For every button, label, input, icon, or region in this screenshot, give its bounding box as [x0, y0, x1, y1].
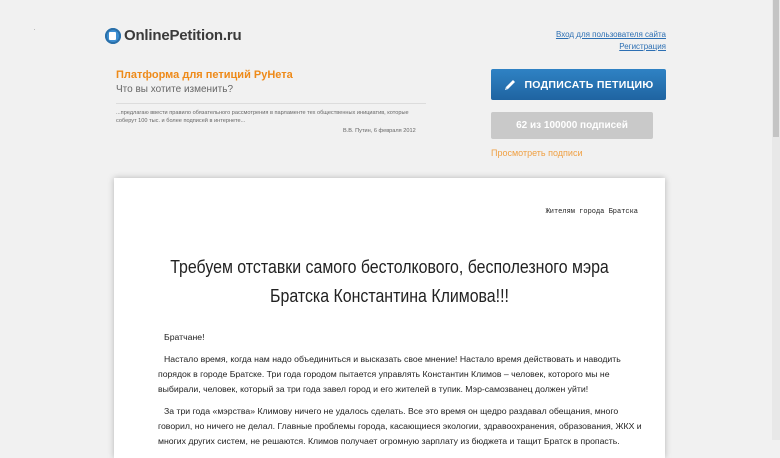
- petition-addressee: Жителям города Братска: [545, 208, 638, 216]
- signature-counter: 62 из 100000 подписей: [491, 112, 653, 139]
- petition-document: [114, 178, 665, 458]
- login-link[interactable]: Вход для пользователя сайта: [555, 30, 666, 39]
- decor-dot: [34, 29, 35, 30]
- petition-paragraph: Настало время, когда нам надо объединиться и высказать свое мнение! Настало время действовать и наводить порядок в городе Братске. Три года городом пытается управлять Константин Климов – человек, которого мы не выбирали, человек, который за три года завел город и его жителей в тупик. Мэр-самозванец должен уйти!: [158, 354, 621, 394]
- petition-body: [158, 330, 646, 456]
- logo-icon: [105, 28, 121, 44]
- petition-paragraph: За три года «мэрства» Климову ничего не удалось сделать. Все это время он щедро раздавал обещания, много говорил, но ничего не делал. Главные проблемы города, касающиеся экологии, здравоохранения, образования, ЖКХ и многих других систем, не решаются. Климов получает огромную зарплату из бюджета и тащит Братск в пропасть.: [158, 406, 642, 446]
- petition-title: Требуем отставки самого бестолкового, бесполезного мэра Братска Константина Климова!!!: [170, 256, 609, 306]
- site-logo[interactable]: [105, 27, 241, 44]
- scrollbar[interactable]: [772, 0, 780, 440]
- logo-text: OnlinePetition.ru: [124, 27, 242, 44]
- sign-petition-label: ПОДПИСАТЬ ПЕТИЦИЮ: [524, 78, 654, 91]
- register-link[interactable]: Регистрация: [619, 42, 666, 51]
- platform-subtitle: Что вы хотите изменить?: [116, 84, 234, 95]
- petition-paragraph: Братчане!: [164, 332, 205, 342]
- sign-petition-button[interactable]: [491, 69, 666, 100]
- quote-author: В.В. Путин, 6 февраля 2012: [343, 128, 416, 134]
- platform-title: Платформа для петиций РуНета: [116, 69, 293, 81]
- view-signatures-link[interactable]: Просмотреть подписи: [491, 148, 583, 158]
- account-links: [556, 29, 666, 53]
- pen-icon: [503, 78, 517, 92]
- header-divider: [116, 103, 426, 104]
- putin-quote: ...предлагаю ввести правило обязательного рассмотрения в парламенте тех общественных инициатив, которые соберут 100 тыс. и более подписей в интернете...: [116, 110, 409, 124]
- scrollbar-thumb[interactable]: [773, 0, 779, 137]
